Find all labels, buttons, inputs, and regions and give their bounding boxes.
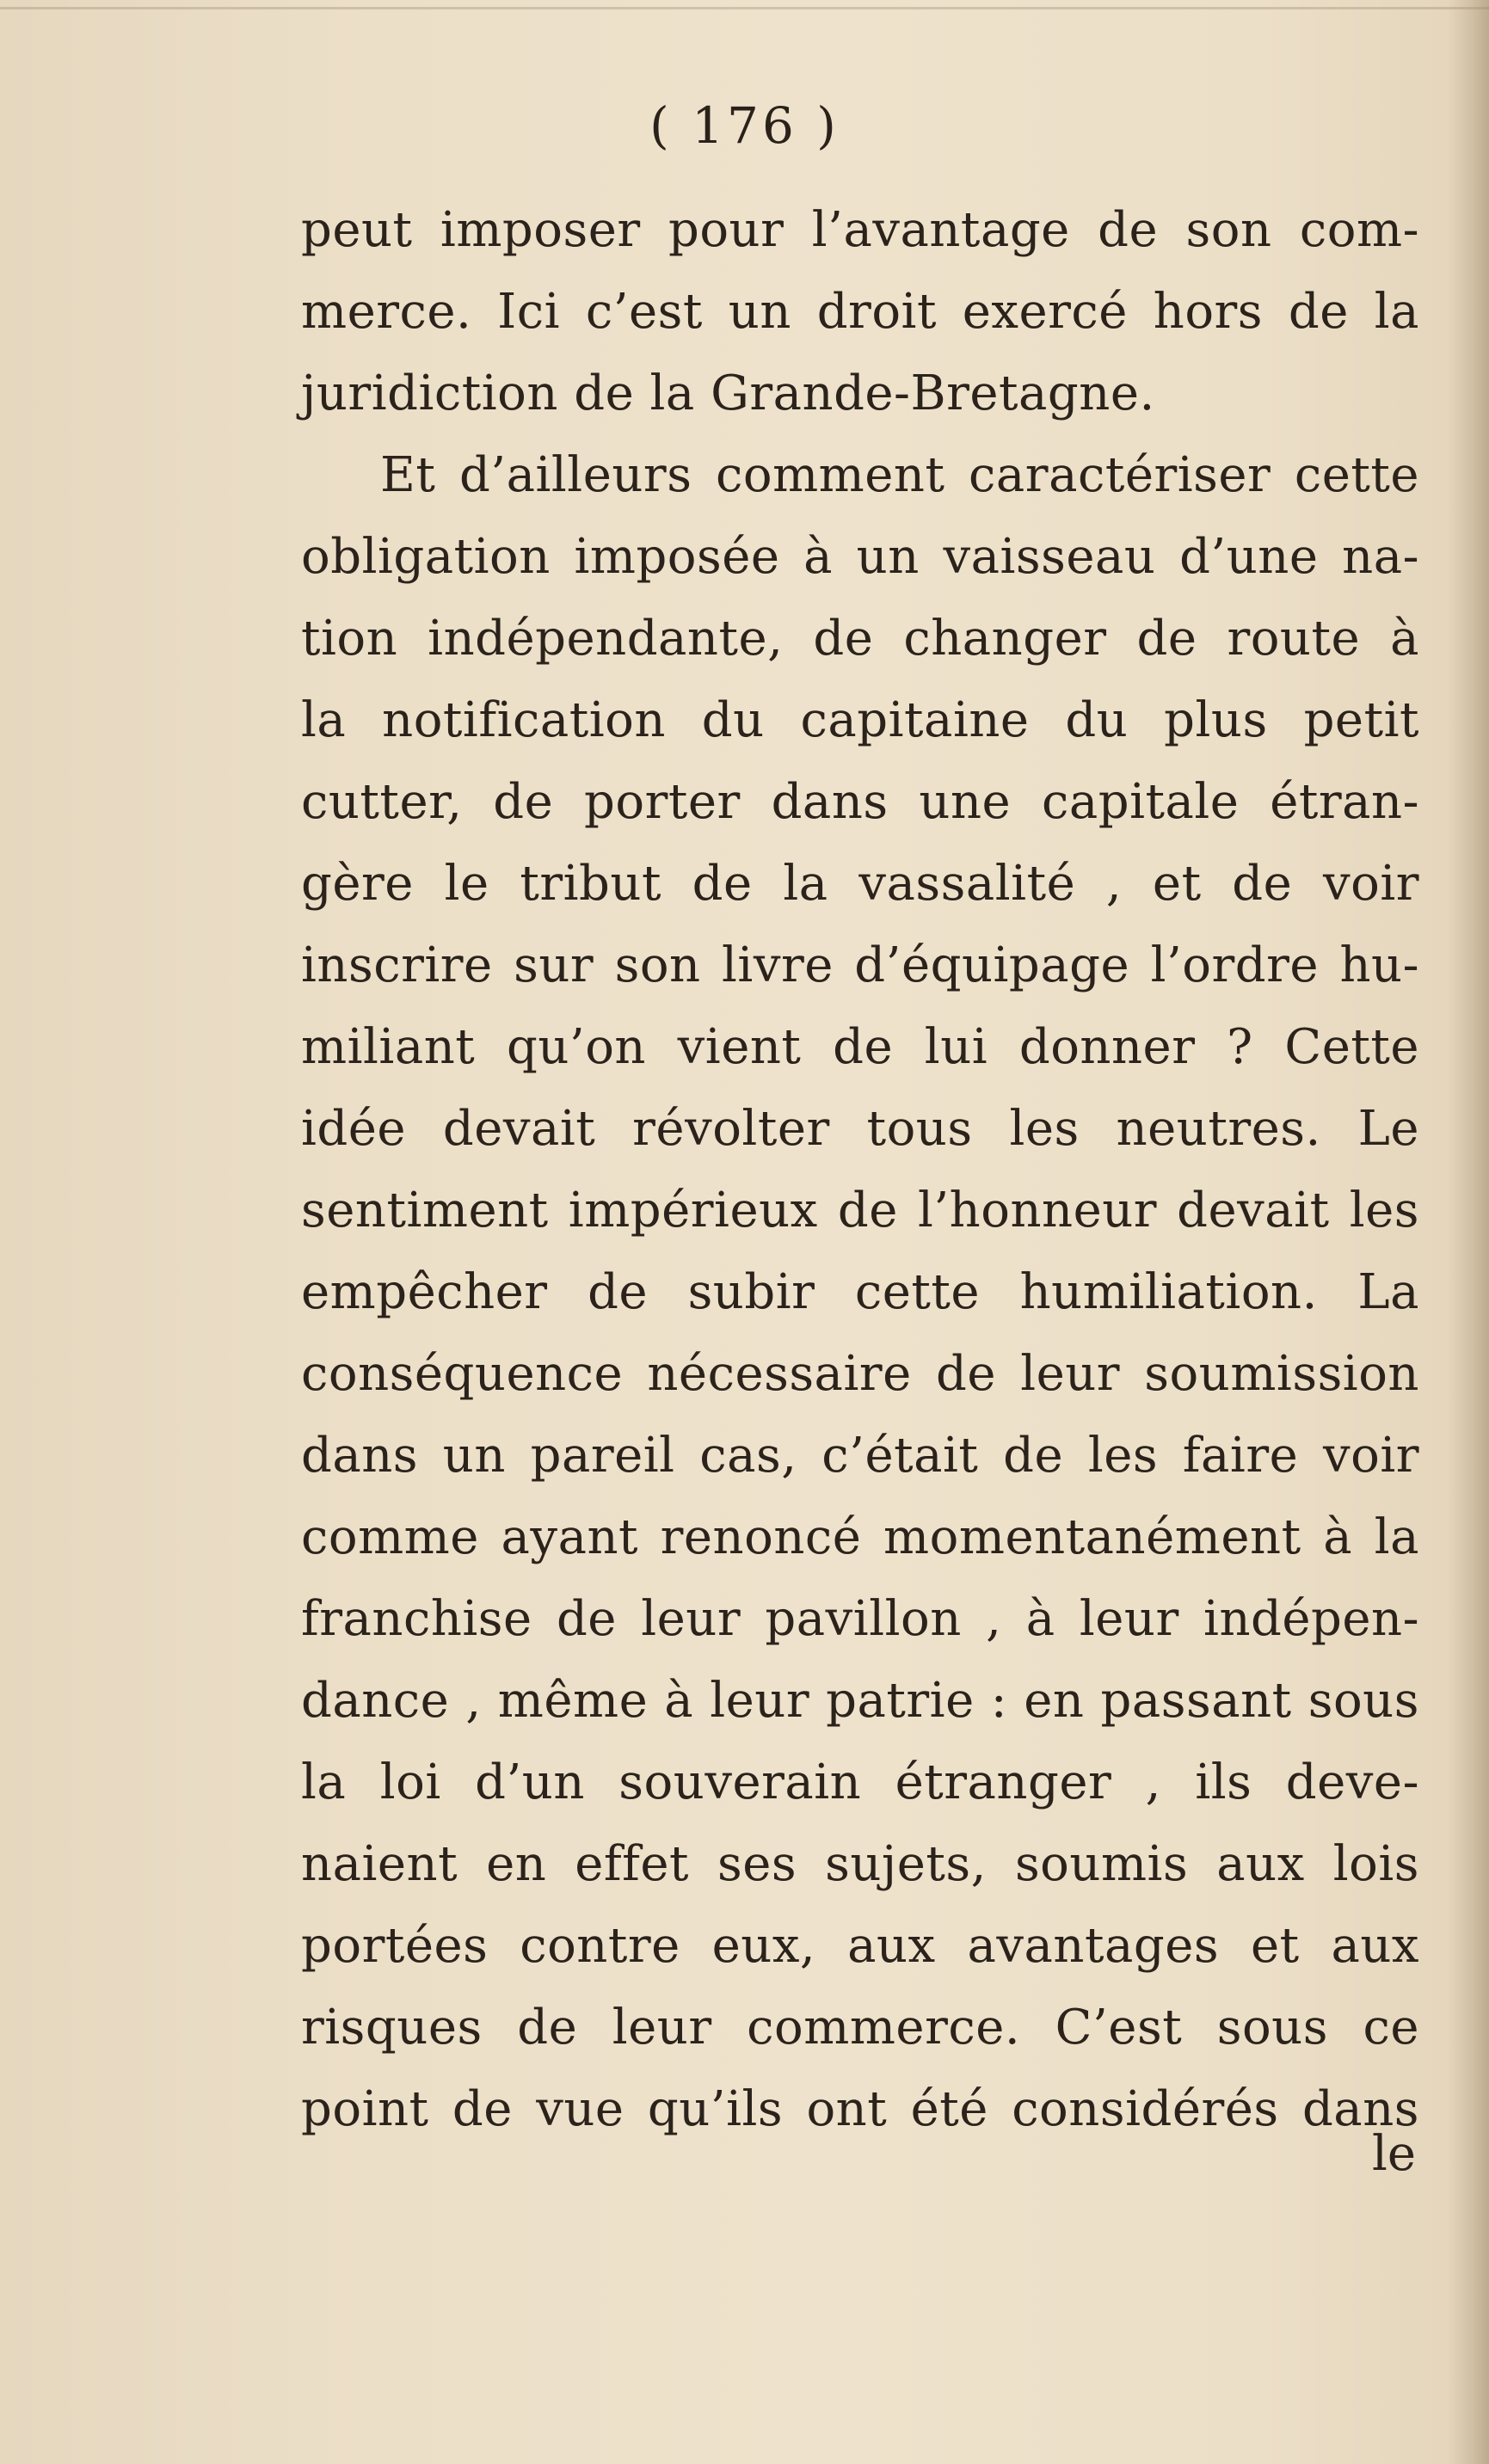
text-line: empêcher de subir cette humiliation. La: [301, 1264, 1419, 1320]
text-line: peut imposer pour l’avantage de son com-: [301, 202, 1419, 258]
text-line: idée devait révolter tous les neutres. Le: [301, 1101, 1419, 1157]
text-line: comme ayant renoncé momentanément à la: [301, 1509, 1419, 1565]
text-line: tion indépendante, de changer de route à: [301, 611, 1419, 667]
text-line: conséquence nécessaire de leur soumission: [301, 1346, 1419, 1402]
catchword: le: [1372, 2126, 1417, 2182]
text-line: cutter, de porter dans une capitale étran-: [301, 774, 1419, 830]
text-line: merce. Ici c’est un droit exercé hors de la: [301, 284, 1419, 340]
text-line: portées contre eux, aux avantages et aux: [301, 1918, 1419, 1974]
text-line: sentiment impérieux de l’honneur devait les: [301, 1183, 1419, 1238]
text-line: point de vue qu’ils ont été considérés dans: [301, 2081, 1419, 2137]
text-line: juridiction de la Grande-Bretagne.: [301, 366, 1155, 421]
page-edge-shadow: [1448, 0, 1489, 2464]
body-text: [301, 189, 1419, 2150]
text-line: naient en effet ses sujets, soumis aux lois: [301, 1836, 1419, 1892]
text-line: la notification du capitaine du plus petit: [301, 692, 1419, 748]
page-number: ( 176 ): [649, 96, 840, 155]
text-line: inscrire sur son livre d’équipage l’ordre hu-: [301, 937, 1419, 993]
text-line: franchise de leur pavillon , à leur indépen-: [301, 1591, 1419, 1647]
text-line: dans un pareil cas, c’était de les faire voir: [301, 1428, 1419, 1484]
text-line: risques de leur commerce. C’est sous ce: [301, 2000, 1419, 2055]
text-line: gère le tribut de la vassalité , et de voir: [301, 856, 1419, 912]
text-line: dance , même à leur patrie : en passant sous: [301, 1673, 1419, 1729]
text-line: obligation imposée à un vaisseau d’une na-: [301, 529, 1419, 585]
page-top-edge: [0, 7, 1489, 9]
paragraph-start-line: Et d’ailleurs comment caractériser cette: [380, 447, 1419, 503]
text-line: la loi d’un souverain étranger , ils deve-: [301, 1754, 1419, 1810]
text-line: miliant qu’on vient de lui donner ? Cette: [301, 1019, 1419, 1075]
